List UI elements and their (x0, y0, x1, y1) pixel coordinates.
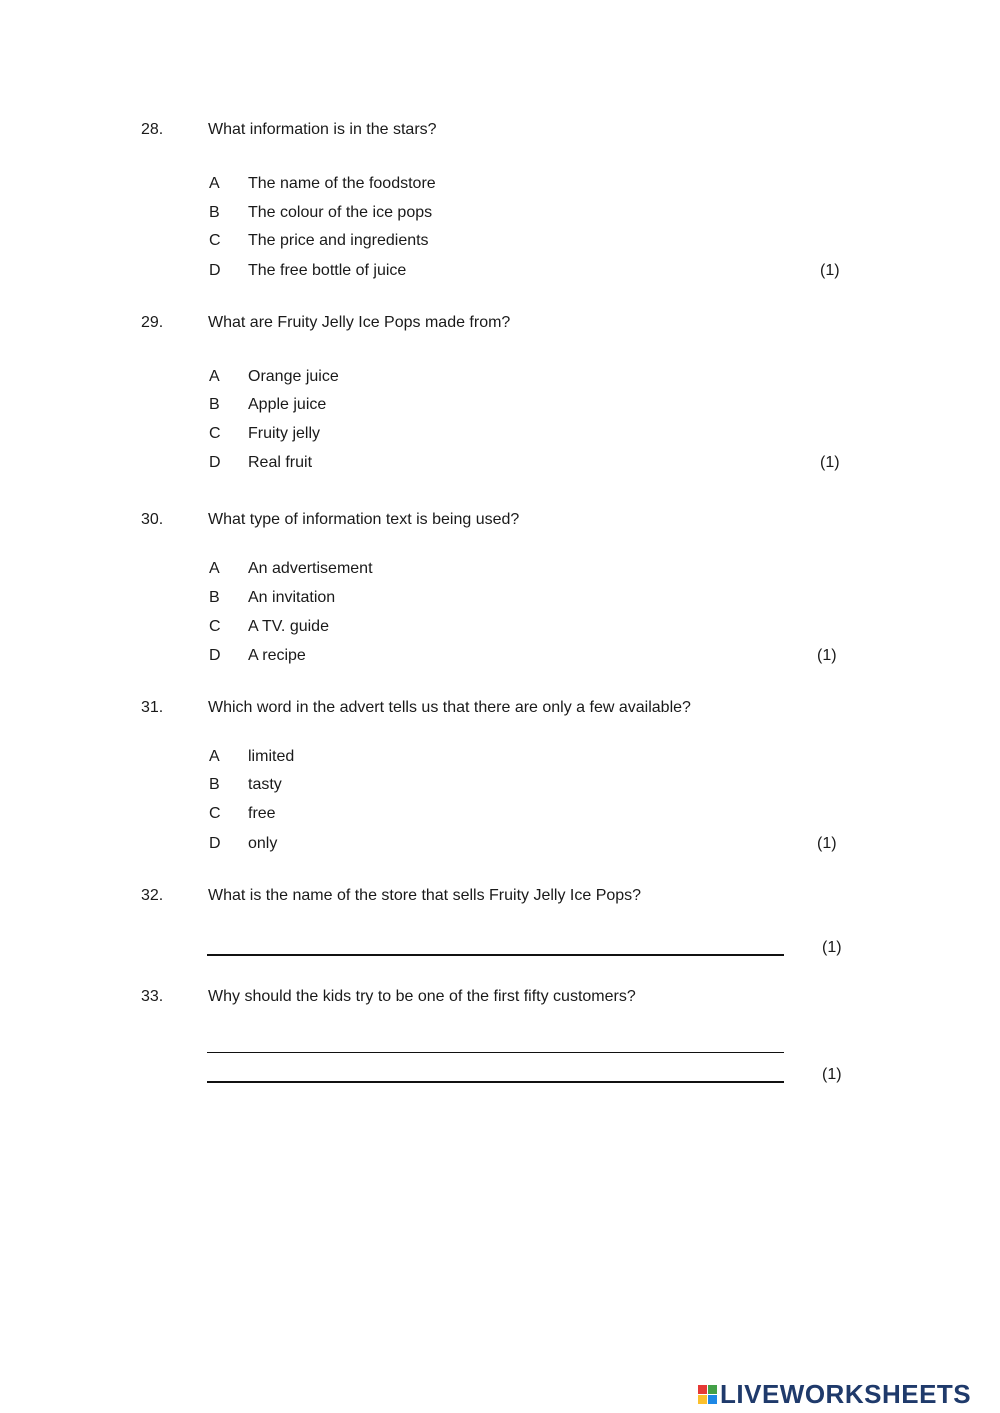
logo-block-green (708, 1385, 717, 1394)
option-letter[interactable]: B (209, 776, 220, 793)
mark-value: (1) (817, 835, 837, 852)
question-text: Why should the kids try to be one of the first fifty customers? (208, 988, 636, 1005)
question-text: What information is in the stars? (208, 121, 437, 138)
option-letter[interactable]: D (209, 262, 221, 279)
option-text[interactable]: The price and ingredients (248, 232, 429, 249)
question-number: 33. (141, 988, 164, 1005)
option-letter[interactable]: C (209, 232, 221, 249)
mark-value: (1) (820, 262, 840, 279)
option-letter[interactable]: B (209, 204, 220, 221)
liveworksheets-logo[interactable] (698, 1379, 971, 1409)
option-text[interactable]: An advertisement (248, 560, 373, 577)
option-letter[interactable]: A (209, 748, 220, 765)
option-text[interactable]: limited (248, 748, 295, 765)
option-letter[interactable]: D (209, 647, 221, 664)
option-text[interactable]: A TV. guide (248, 618, 329, 635)
question-text: Which word in the advert tells us that there are only a few available? (208, 699, 691, 716)
question-text: What is the name of the store that sells Fruity Jelly Ice Pops? (208, 887, 642, 904)
option-text[interactable]: Real fruit (248, 454, 313, 471)
mark-value: (1) (822, 1066, 842, 1083)
option-letter[interactable]: C (209, 805, 221, 822)
question-number: 28. (141, 121, 164, 138)
question-number: 31. (141, 699, 164, 716)
answer-line[interactable] (207, 954, 784, 956)
option-text[interactable]: tasty (248, 776, 282, 793)
option-letter[interactable]: C (209, 618, 221, 635)
question-text: What are Fruity Jelly Ice Pops made from? (208, 314, 511, 331)
option-letter[interactable]: D (209, 454, 221, 471)
logo-block-red (698, 1385, 707, 1394)
option-text[interactable]: Fruity jelly (248, 425, 321, 442)
option-letter[interactable]: B (209, 589, 220, 606)
option-letter[interactable]: A (209, 368, 220, 385)
answer-line[interactable] (207, 1081, 784, 1083)
option-text[interactable]: Orange juice (248, 368, 339, 385)
option-letter[interactable]: A (209, 560, 220, 577)
option-text[interactable]: only (248, 835, 278, 852)
mark-value: (1) (817, 647, 837, 664)
option-letter[interactable]: C (209, 425, 221, 442)
logo-block-yellow (698, 1395, 707, 1404)
question-text: What type of information text is being used? (208, 511, 520, 528)
logo-blocks-icon (698, 1385, 717, 1404)
option-text[interactable]: The name of the foodstore (248, 175, 436, 192)
option-letter[interactable]: A (209, 175, 220, 192)
answer-line[interactable] (207, 1052, 784, 1053)
option-text[interactable]: Apple juice (248, 396, 327, 413)
mark-value: (1) (820, 454, 840, 471)
logo-text: LIVEWORKSHEETS (720, 1378, 972, 1409)
question-number: 30. (141, 511, 164, 528)
option-letter[interactable]: D (209, 835, 221, 852)
mark-value: (1) (822, 939, 842, 956)
option-text[interactable]: An invitation (248, 589, 336, 606)
question-number: 29. (141, 314, 164, 331)
option-text[interactable]: The free bottle of juice (248, 262, 407, 279)
option-text[interactable]: The colour of the ice pops (248, 204, 433, 221)
logo-block-blue (708, 1395, 717, 1404)
option-text[interactable]: A recipe (248, 647, 306, 664)
option-letter[interactable]: B (209, 396, 220, 413)
option-text[interactable]: free (248, 805, 276, 822)
question-number: 32. (141, 887, 164, 904)
